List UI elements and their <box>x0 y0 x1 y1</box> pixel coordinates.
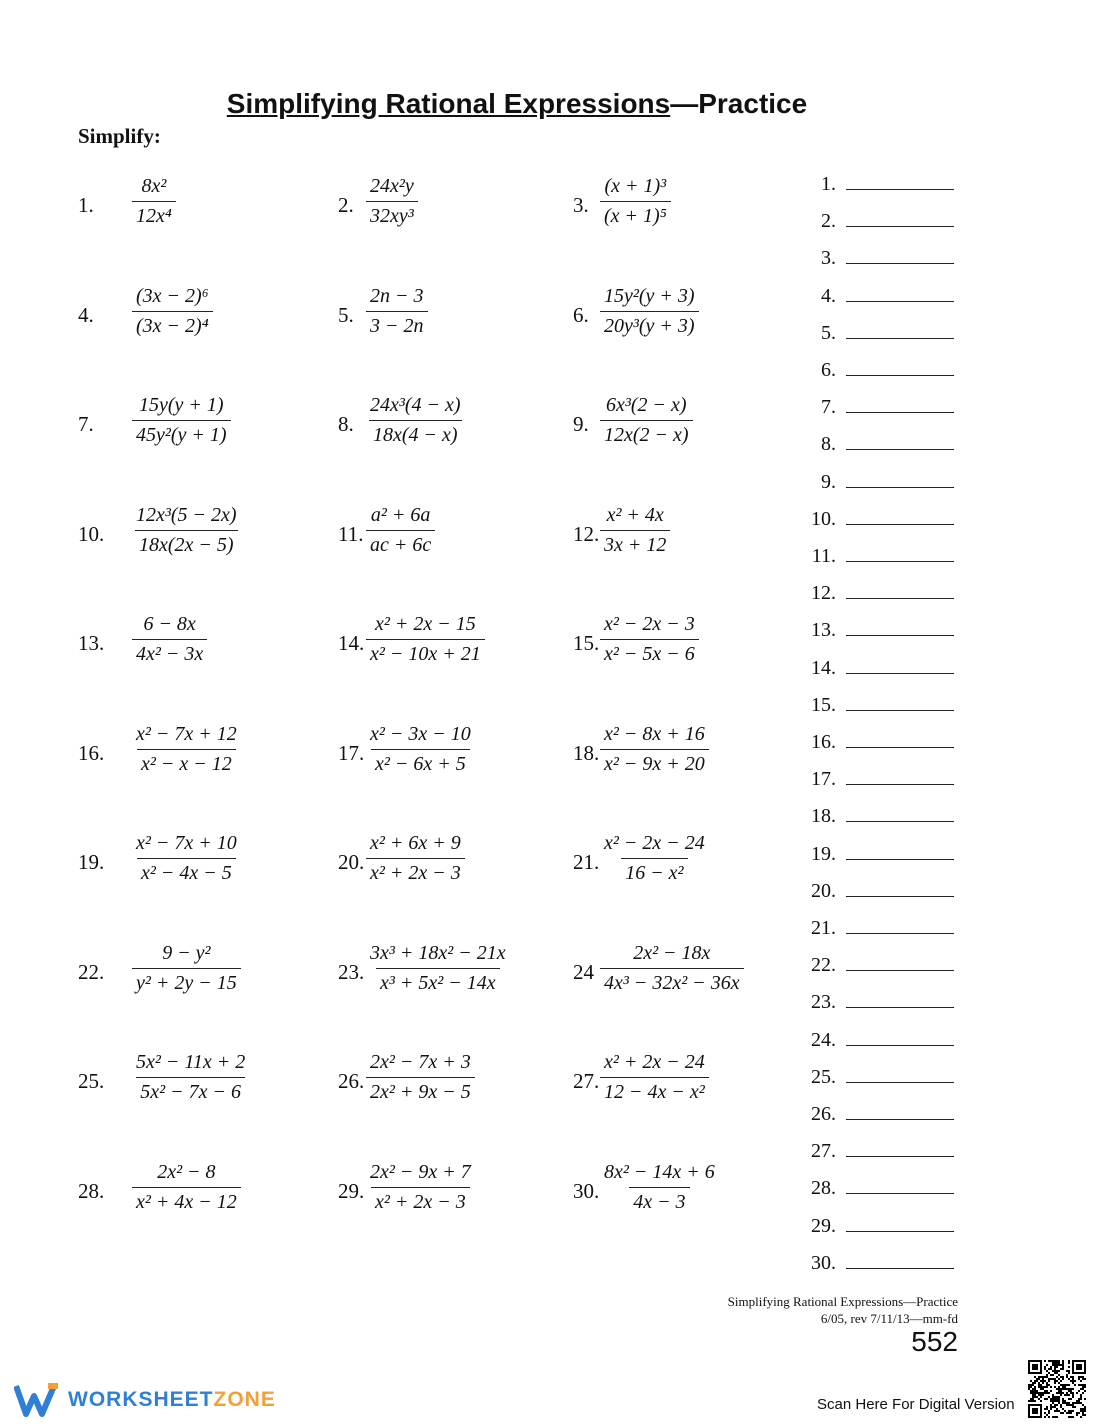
problem-fraction <box>600 285 699 338</box>
answer-number: 25. <box>811 1065 836 1088</box>
problem-number: 9. <box>573 412 589 436</box>
answer-line[interactable] <box>846 843 954 860</box>
footer-revision: 6/05, rev 7/11/13—mm-fd <box>820 1311 958 1326</box>
answer-blank[interactable] <box>800 1066 960 1089</box>
fraction-numerator: x² + 6x + 9 <box>370 832 461 854</box>
fraction-numerator: 2x² − 7x + 3 <box>370 1051 471 1073</box>
fraction-denominator: 12 − 4x − x² <box>600 1077 709 1104</box>
problem-number: 7. <box>78 412 94 436</box>
answer-line[interactable] <box>846 880 954 897</box>
fraction-numerator: 2n − 3 <box>370 284 424 307</box>
answer-blank[interactable] <box>800 582 960 605</box>
answer-number: 19. <box>811 842 836 865</box>
fraction-denominator: 16 − x² <box>621 858 687 885</box>
brand-w-icon <box>14 1382 62 1418</box>
fraction-numerator: x² − 7x + 10 <box>136 832 237 854</box>
answer-number: 20. <box>811 879 836 902</box>
problem-fraction <box>600 175 671 228</box>
fraction-numerator: 2x² − 18x <box>633 941 711 964</box>
problem-number: 12. <box>573 521 600 546</box>
answer-line[interactable] <box>846 768 954 785</box>
answer-number: 27. <box>811 1140 836 1163</box>
answer-blank[interactable] <box>800 545 960 568</box>
fraction-denominator: ac + 6c <box>366 530 435 557</box>
answer-blank[interactable] <box>800 173 960 196</box>
fraction-numerator: 6x³(2 − x) <box>606 394 687 416</box>
fraction-denominator: 18x(4 − x) <box>369 420 462 447</box>
answer-blank[interactable] <box>800 917 960 940</box>
fraction-numerator: x² − 2x − 3 <box>604 613 695 635</box>
problem-fraction <box>366 394 465 447</box>
problem-number: 30. <box>573 1178 600 1203</box>
fraction-numerator: x² − 3x − 10 <box>370 722 471 745</box>
answer-number: 26. <box>811 1103 836 1125</box>
problem-fraction <box>366 942 510 995</box>
problem-fraction <box>366 832 465 885</box>
fraction-denominator: y² + 2y − 15 <box>132 968 241 995</box>
problem-fraction <box>132 723 241 776</box>
fraction-numerator: a² + 6a <box>370 503 431 526</box>
fraction-denominator: x² − 10x + 21 <box>366 639 485 666</box>
fraction-numerator: (x + 1)³ <box>604 175 667 197</box>
fraction-denominator: 4x² − 3x <box>132 639 207 666</box>
answer-number: 4. <box>821 284 836 307</box>
fraction-denominator: x² + 2x − 3 <box>371 1187 470 1214</box>
fraction-denominator: x² − 4x − 5 <box>137 858 236 885</box>
fraction-denominator: (x + 1)⁵ <box>600 201 671 228</box>
problem-fraction <box>600 1051 709 1104</box>
problem-number: 19. <box>78 850 105 874</box>
fraction-numerator: x² − 2x − 24 <box>604 832 705 854</box>
answer-line[interactable] <box>846 210 954 227</box>
fraction-numerator: 12x³(5 − 2x) <box>136 503 237 526</box>
page-title <box>0 88 1034 120</box>
qr-code[interactable] <box>1028 1360 1086 1418</box>
answer-number: 30. <box>811 1251 836 1274</box>
answer-line[interactable] <box>846 1177 954 1194</box>
problem-fraction <box>366 1161 475 1214</box>
answer-number: 21. <box>811 917 836 939</box>
answer-blank[interactable] <box>800 657 960 680</box>
answer-line[interactable] <box>846 508 954 525</box>
problem-fraction <box>132 285 213 338</box>
answer-blank[interactable] <box>800 508 960 531</box>
answer-line[interactable] <box>846 247 954 264</box>
fraction-numerator: x² + 4x <box>606 503 664 526</box>
answer-blank[interactable] <box>800 210 960 233</box>
answer-blank[interactable] <box>800 396 960 419</box>
answer-blank[interactable] <box>800 433 960 456</box>
fraction-denominator: 3x + 12 <box>600 530 670 557</box>
answer-line[interactable] <box>846 396 954 413</box>
problem-fraction <box>132 942 241 995</box>
answer-line[interactable] <box>846 1103 954 1120</box>
answer-number: 10. <box>811 507 836 530</box>
fraction-denominator: 45y²(y + 1) <box>132 420 231 447</box>
fraction-denominator: 18x(2x − 5) <box>135 530 238 557</box>
fraction-denominator: 20y³(y + 3) <box>600 311 699 338</box>
problem-number: 16. <box>78 740 105 765</box>
answer-blank[interactable] <box>800 991 960 1014</box>
answer-number: 28. <box>811 1177 836 1200</box>
problem-fraction <box>600 942 744 995</box>
fraction-numerator: 8x² − 14x + 6 <box>604 1160 715 1183</box>
problem-number: 13. <box>78 631 105 655</box>
fraction-numerator: x² + 2x − 24 <box>604 1051 705 1073</box>
answer-number: 24. <box>811 1028 836 1051</box>
answer-blank[interactable] <box>800 247 960 270</box>
answer-blank[interactable] <box>800 1029 960 1052</box>
answer-blank[interactable] <box>800 805 960 828</box>
problem-number: 2. <box>338 193 354 217</box>
brand-name: WORKSHEETZONE <box>68 1388 276 1411</box>
answer-line[interactable] <box>846 619 954 636</box>
title-suffix: —Practice <box>670 88 808 119</box>
worksheetzone-logo[interactable] <box>14 1382 276 1418</box>
problem-fraction <box>600 394 693 447</box>
answer-blank[interactable] <box>800 768 960 791</box>
answer-line[interactable] <box>846 805 954 822</box>
fraction-numerator: x² − 8x + 16 <box>604 722 705 745</box>
problem-number: 10. <box>78 521 105 546</box>
answer-number: 7. <box>821 396 836 419</box>
fraction-denominator: 5x² − 7x − 6 <box>136 1077 245 1104</box>
fraction-numerator: 15y(y + 1) <box>139 394 224 416</box>
fraction-denominator: x² − 5x − 6 <box>600 639 699 666</box>
answer-line[interactable] <box>846 954 954 971</box>
answer-line[interactable] <box>846 917 954 934</box>
title-main: Simplifying Rational Expressions <box>226 88 671 119</box>
fraction-denominator: 4x³ − 32x² − 36x <box>600 968 744 995</box>
problem-number: 29. <box>338 1178 365 1203</box>
answer-number: 17. <box>811 768 836 791</box>
fraction-numerator: 9 − y² <box>162 941 211 964</box>
problem-number: 23. <box>338 959 365 984</box>
fraction-denominator: x³ + 5x² − 14x <box>376 968 500 995</box>
problem-number: 20. <box>338 850 365 874</box>
answer-line[interactable] <box>846 433 954 450</box>
problem-fraction <box>132 1161 241 1214</box>
problem-number: 15. <box>573 631 600 655</box>
page-number: 552 <box>911 1326 958 1357</box>
problem-fraction <box>132 832 241 885</box>
answer-blank[interactable] <box>800 843 960 866</box>
problem-fraction <box>132 613 207 666</box>
fraction-numerator: x² − 7x + 12 <box>136 722 237 745</box>
answer-blank[interactable] <box>800 471 960 494</box>
problem-number: 24 <box>573 959 594 984</box>
problem-number: 6. <box>573 302 589 327</box>
problem-fraction <box>366 613 485 666</box>
answer-number: 16. <box>811 731 836 753</box>
footer-title: Simplifying Rational Expressions—Practice <box>727 1294 958 1309</box>
fraction-denominator: (3x − 2)⁴ <box>132 311 213 338</box>
answer-number: 9. <box>821 470 836 493</box>
answer-blank[interactable] <box>800 285 960 308</box>
answer-line[interactable] <box>846 545 954 562</box>
answer-line[interactable] <box>846 173 954 190</box>
problem-number: 1. <box>78 193 94 217</box>
problem-fraction <box>366 504 435 557</box>
answer-blank[interactable] <box>800 954 960 977</box>
problem-number: 3. <box>573 193 589 217</box>
fraction-denominator: x² + 2x − 3 <box>366 858 465 885</box>
fraction-numerator: 24x²y <box>370 175 414 197</box>
answer-blank[interactable] <box>800 1140 960 1163</box>
answer-line[interactable] <box>846 582 954 599</box>
answer-number: 5. <box>821 321 836 344</box>
problem-fraction <box>600 832 709 885</box>
problem-number: 27. <box>573 1069 600 1093</box>
fraction-numerator: 15y²(y + 3) <box>604 284 695 307</box>
problem-number: 17. <box>338 740 365 765</box>
answer-line[interactable] <box>846 657 954 674</box>
answer-blank[interactable] <box>800 619 960 642</box>
answer-number: 15. <box>811 693 836 716</box>
fraction-denominator: 12x⁴ <box>132 201 176 228</box>
answer-line[interactable] <box>846 471 954 488</box>
problem-fraction <box>600 613 699 666</box>
problem-fraction <box>600 1161 719 1214</box>
answer-line[interactable] <box>846 1140 954 1157</box>
problem-number: 8. <box>338 412 354 436</box>
fraction-numerator: (3x − 2)⁶ <box>136 284 209 307</box>
answer-line[interactable] <box>846 991 954 1008</box>
fraction-numerator: 6 − 8x <box>143 613 196 635</box>
answer-blank[interactable] <box>800 1215 960 1238</box>
answer-blank[interactable] <box>800 1177 960 1200</box>
answer-blank[interactable] <box>800 1252 960 1275</box>
problem-fraction <box>366 285 428 338</box>
fraction-denominator: x² − 9x + 20 <box>600 749 709 776</box>
answer-number: 23. <box>811 991 836 1014</box>
fraction-numerator: 8x² <box>141 175 167 197</box>
problem-number: 22. <box>78 959 105 984</box>
answer-number: 18. <box>811 805 836 828</box>
answer-number: 22. <box>811 954 836 977</box>
answer-number: 11. <box>811 545 836 567</box>
fraction-denominator: 3 − 2n <box>366 311 428 338</box>
answer-blank[interactable] <box>800 1103 960 1126</box>
fraction-denominator: x² − x − 12 <box>137 749 236 776</box>
instruction: Simplify: <box>78 124 161 148</box>
answer-blank[interactable] <box>800 880 960 903</box>
problem-number: 21. <box>573 850 600 874</box>
answer-line[interactable] <box>846 1252 954 1269</box>
answer-number: 29. <box>811 1214 836 1237</box>
problem-fraction <box>600 723 709 776</box>
answer-number: 8. <box>821 433 836 456</box>
problem-fraction <box>132 504 241 557</box>
fraction-numerator: 2x² − 9x + 7 <box>370 1160 471 1183</box>
fraction-numerator: 2x² − 8 <box>157 1160 216 1183</box>
answer-line[interactable] <box>846 1066 954 1083</box>
fraction-denominator: 4x − 3 <box>629 1187 689 1214</box>
answer-blank[interactable] <box>800 322 960 345</box>
answer-blank[interactable] <box>800 694 960 717</box>
answer-number: 3. <box>821 247 836 270</box>
answer-line[interactable] <box>846 1029 954 1046</box>
fraction-numerator: 3x³ + 18x² − 21x <box>370 941 506 964</box>
scan-text: Scan Here For Digital Version <box>817 1396 1015 1413</box>
answer-line[interactable] <box>846 322 954 339</box>
fraction-denominator: x² − 6x + 5 <box>371 749 470 776</box>
problem-number: 18. <box>573 740 600 765</box>
fraction-numerator: x² + 2x − 15 <box>375 613 476 635</box>
answer-number: 14. <box>811 656 836 679</box>
answer-blank[interactable] <box>800 359 960 382</box>
problem-fraction <box>366 175 418 228</box>
fraction-denominator: 32xy³ <box>366 201 418 228</box>
answer-line[interactable] <box>846 1215 954 1232</box>
fraction-denominator: 2x² + 9x − 5 <box>366 1077 475 1104</box>
fraction-denominator: 12x(2 − x) <box>600 420 693 447</box>
answer-line[interactable] <box>846 731 954 748</box>
problem-number: 11. <box>338 521 364 546</box>
problem-number: 26. <box>338 1069 365 1093</box>
answer-number: 2. <box>821 210 836 233</box>
answer-number: 6. <box>821 359 836 381</box>
problem-number: 5. <box>338 302 354 327</box>
answer-number: 1. <box>821 173 836 195</box>
fraction-numerator: 24x³(4 − x) <box>370 394 461 416</box>
problem-fraction <box>132 175 176 228</box>
problem-fraction <box>366 1051 475 1104</box>
answer-line[interactable] <box>846 359 954 376</box>
answer-number: 13. <box>811 619 836 642</box>
answer-line[interactable] <box>846 694 954 711</box>
problem-fraction <box>600 504 670 557</box>
problem-number: 4. <box>78 302 94 327</box>
problem-fraction <box>132 394 231 447</box>
problem-number: 25. <box>78 1069 105 1093</box>
problem-number: 28. <box>78 1178 105 1203</box>
problem-number: 14. <box>338 631 365 655</box>
answer-blank[interactable] <box>800 731 960 754</box>
fraction-numerator: 5x² − 11x + 2 <box>136 1051 246 1073</box>
problem-fraction <box>132 1051 249 1104</box>
fraction-denominator: x² + 4x − 12 <box>132 1187 241 1214</box>
answer-number: 12. <box>811 582 836 605</box>
answer-line[interactable] <box>846 285 954 302</box>
problem-fraction <box>366 723 475 776</box>
